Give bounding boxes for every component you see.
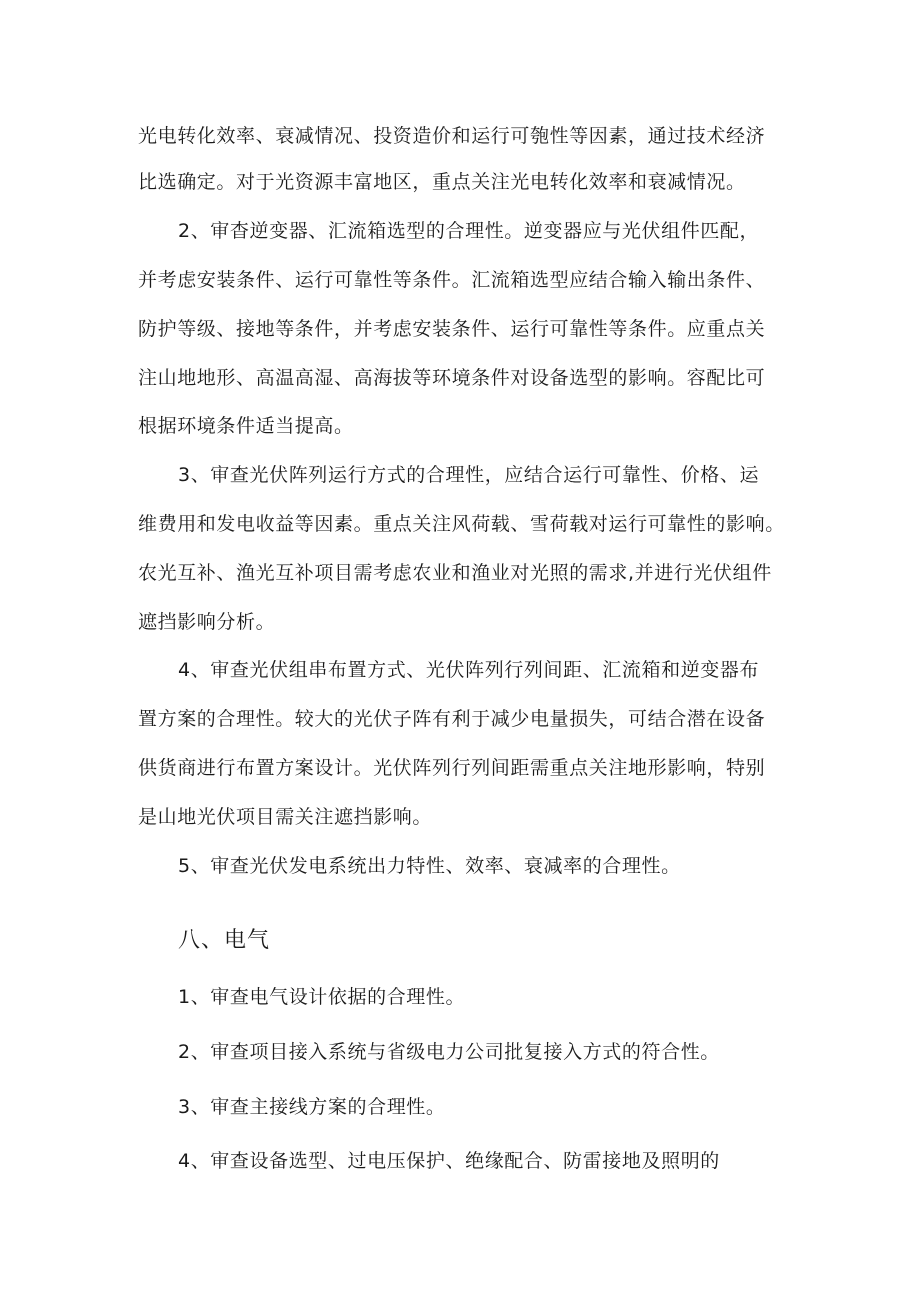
paragraph-3-line-1: 3、审查光伏阵列运行方式的合理性，应结合运行可靠性、价格、运: [178, 464, 760, 486]
section-item-3: 3、审查主接线方案的合理性。: [178, 1096, 446, 1118]
section-item-2: 2、审查项目接入系统与省级电力公司批复接入方式的符合性。: [178, 1041, 720, 1063]
paragraph-3-line-2: 维费用和发电收益等因素。重点关注风荷载、雪荷载对运行可靠性的影响。: [138, 513, 785, 535]
section-item-1: 1、审查电气设计依据的合理性。: [178, 986, 466, 1008]
paragraph-1-line-1: 光电转化效率、衰减情况、投资造价和运行可匏性等因素，通过技术经济: [138, 125, 766, 147]
paragraph-1-line-2: 比选确定。对于光资源丰富地区，重点关注光电转化效率和衰减情况。: [138, 171, 746, 193]
paragraph-2-line-2: 并考虑安装条件、运行可靠性等条件。汇流箱选型应结合输入输出条件、: [138, 269, 766, 291]
paragraph-2-line-3: 防护等级、接地等条件，并考虑安装条件、运行可靠性等条件。应重点关: [138, 318, 766, 340]
paragraph-4-line-1: 4、审查光伏组串布置方式、光伏阵列行列间距、汇流箱和逆变器布: [178, 659, 760, 681]
paragraph-5-line-1: 5、审查光伏发电系统出力特性、效率、衰减率的合理性。: [178, 855, 681, 877]
paragraph-4-line-2: 置方案的合理性。较大的光伏子阵有利于减少电量损失，可结合潜在设备: [138, 708, 766, 730]
paragraph-2-line-5: 根据环境条件适当提高。: [138, 415, 354, 437]
paragraph-2-line-1: 2、审杳逆变器、汇流箱选型的合理性。逆变器应与光伏组件匹配，: [178, 220, 760, 242]
paragraph-2-line-4: 注山地地形、高温高湿、高海拔等环境条件对设备选型的影响。容配比可: [138, 367, 766, 389]
section-heading: 八、电气: [178, 928, 271, 953]
paragraph-4-line-3: 供货商进行布置方案设计。光伏阵列行列间距需重点关注地形影响，特别: [138, 757, 766, 779]
section-item-4: 4、审查设备选型、过电压保护、绝缘配合、防雷接地及照明的: [178, 1150, 720, 1172]
paragraph-3-line-4: 遮挡影响分析。: [138, 611, 276, 633]
paragraph-3-line-3: 农光互补、渔光互补项目需考虑农业和渔业对光照的需求,并进行光伏组件: [138, 562, 772, 584]
paragraph-4-line-4: 是山地光伏项目需关注遮挡影响。: [138, 806, 433, 828]
